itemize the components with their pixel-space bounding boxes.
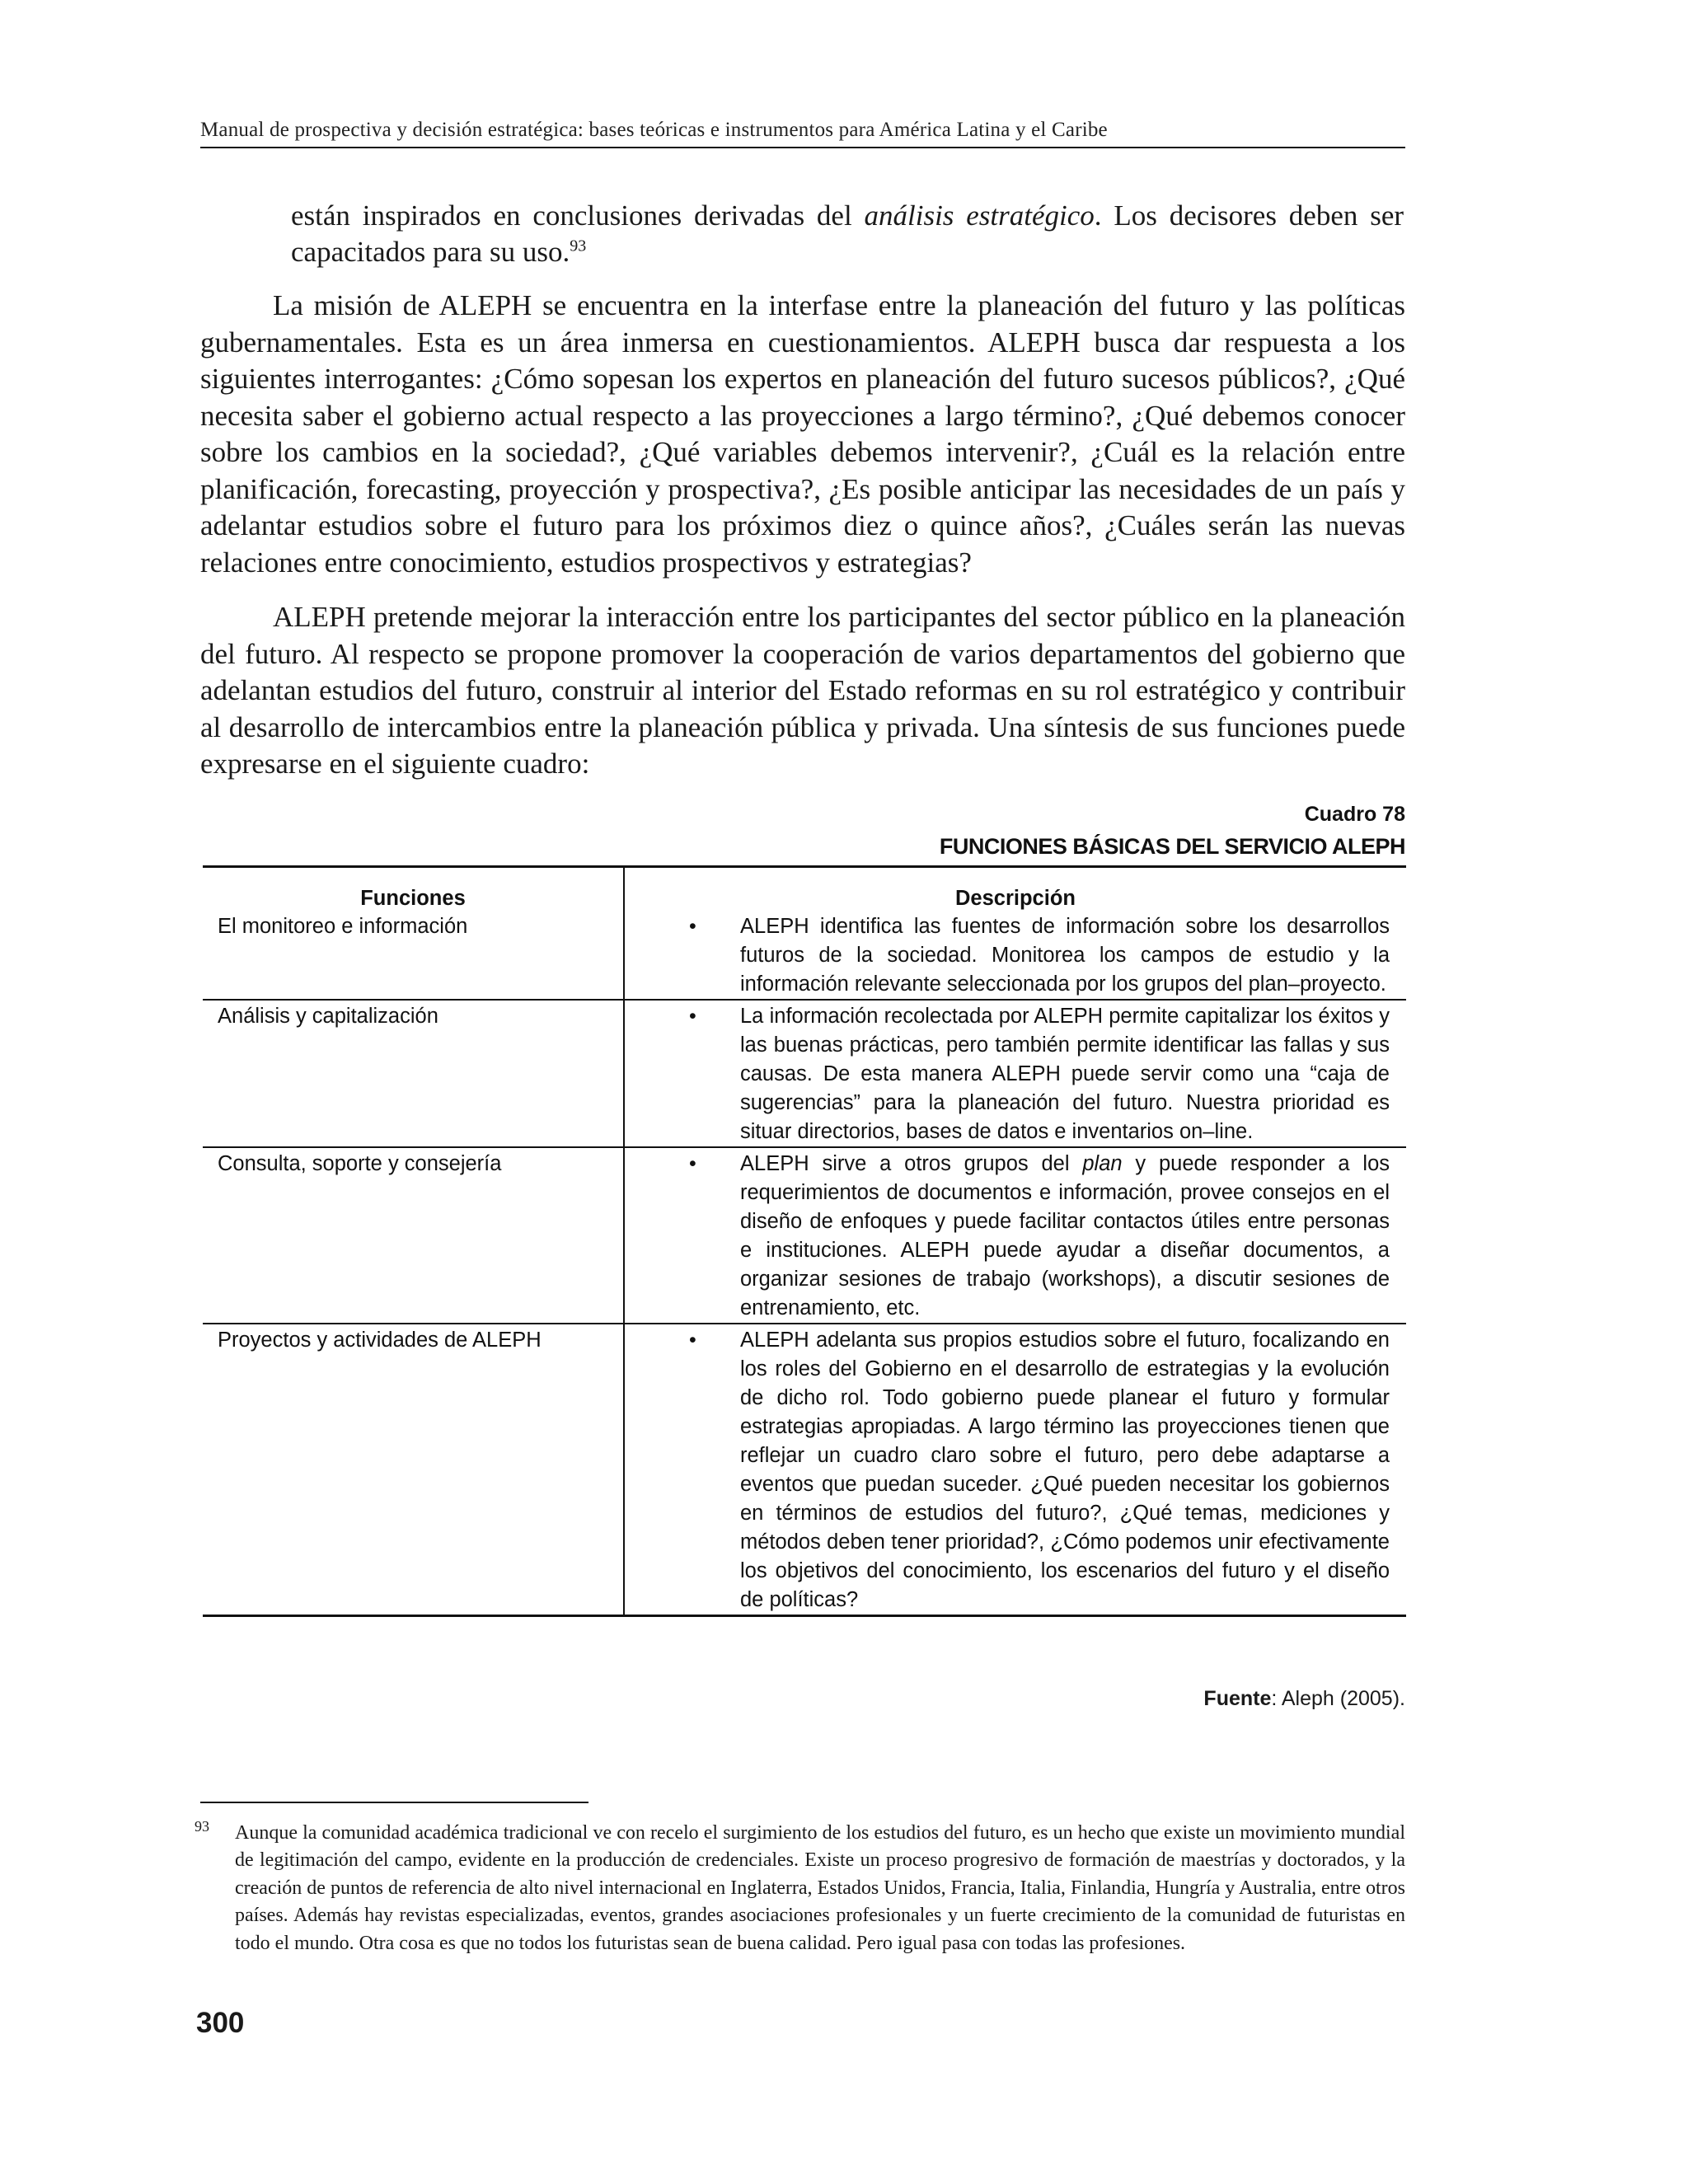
row-description <box>624 1324 1406 1616</box>
row-description-emphasis: plan <box>1082 1152 1123 1175</box>
row-function: Análisis y capitalización <box>203 1000 624 1147</box>
bullet-icon: • <box>689 1005 696 1028</box>
bullet-icon: • <box>689 915 696 938</box>
running-header: Manual de prospectiva y decisión estratégica: bases teóricas e instrumentos para América Latina y el Caribe <box>200 119 1108 141</box>
table-title: FUNCIONES BÁSICAS DEL SERVICIO ALEPH <box>939 834 1405 859</box>
table-row <box>203 1324 1406 1616</box>
source-label: Fuente <box>1203 1687 1272 1710</box>
intro-text-before: están inspirados en conclusiones derivadas del <box>291 199 865 232</box>
row-description-text: ALEPH identifica las fuentes de información sobre los desarrollos futuros de la sociedad. Monitorea los campos de estudio y la información relevante seleccionada por los grupos del plan–proyecto. <box>740 915 1390 996</box>
row-description-text: ALEPH adelanta sus propios estudios sobre el futuro, focalizando en los roles del Gobierno en el desarrollo de estrategias y la evolución de dicho rol. Todo gobierno puede planear el futuro y formular estrategias apropiadas. A largo término las proyecciones tienen que reflejar un cuadro claro sobre el futuro, pero debe adaptarse a eventos que puedan suceder. ¿Qué pueden necesitar los gobiernos en términos de estudios del futuro?, ¿Qué temas, mediciones y métodos deben tener prioridad?, ¿Cómo podemos unir efectivamente los objetivos del conocimiento, los escenarios del futuro y el diseño de políticas? <box>740 1329 1390 1611</box>
bullet-icon: • <box>689 1329 696 1352</box>
paragraph-interaction: ALEPH pretende mejorar la interacción entre los participantes del sector público en la planeación del futuro. Al respecto se propone promover la cooperación de varios departamentos del gobierno que adelantan estudios del futuro, construir al interior del Estado reformas en su rol estratégico y contribuir al desarrollo de intercambios entre la planeación pública y privada. Una síntesis de sus funciones puede expresarse en el siguiente cuadro: <box>200 601 1405 780</box>
row-function: Proyectos y actividades de ALEPH <box>203 1324 624 1616</box>
table-header-row <box>203 867 1406 912</box>
intro-continuation <box>291 198 1404 270</box>
table-row <box>203 911 1406 1000</box>
functions-table <box>203 865 1406 1617</box>
bullet-icon: • <box>689 1152 696 1175</box>
table-number: Cuadro 78 <box>1304 803 1405 826</box>
row-description <box>624 1147 1406 1324</box>
page-number: 300 <box>196 2007 245 2039</box>
paragraph-mission: La misión de ALEPH se encuentra en la interfase entre la planeación del futuro y las políticas gubernamentales. Esta es un área inmersa en cuestionamientos. ALEPH busca dar respuesta a los siguientes interrogantes: ¿Cómo sopesan los expertos en planeación del futuro sucesos públicos?, ¿Qué necesita saber el gobierno actual respecto a las proyecciones a largo término?, ¿Qué debemos conocer sobre los cambios en la sociedad?, ¿Qué variables debemos intervenir?, ¿Cuál es la relación entre planificación, forecasting, proyección y prospectiva?, ¿Es posible anticipar las necesidades de un país y adelantar estudios sobre el futuro para los próximos diez o quince años?, ¿Cuáles serán las nuevas relaciones entre conocimiento, estudios prospectivos y estrategias? <box>200 289 1405 579</box>
row-description-before: ALEPH sirve a otros grupos del <box>740 1152 1083 1175</box>
intro-emphasis: análisis estratégico <box>864 199 1095 232</box>
footnote-number: 93 <box>195 1818 209 1835</box>
header-rule <box>200 147 1405 148</box>
row-description <box>624 1000 1406 1147</box>
table-row <box>203 1147 1406 1324</box>
intro-text-after: . Los decisores deben ser capacitados para su uso. <box>291 199 1404 268</box>
footnote-rule <box>200 1802 588 1803</box>
table-row <box>203 1000 1406 1147</box>
row-description-text: La información recolectada por ALEPH permite capitalizar los éxitos y las buenas prácticas, pero también permite identificar las fallas y sus causas. De esta manera ALEPH puede servir como una “caja de sugerencias” para la planeación del futuro. Nuestra prioridad es situar directorios, bases de datos e inventarios on–line. <box>740 1005 1390 1143</box>
header-descripcion: Descripción <box>624 867 1406 912</box>
row-description <box>624 911 1406 1000</box>
row-description-after: y puede responder a los requerimientos de documentos e información, provee consejos en el diseño de enfoques y puede facilitar contactos útiles entre personas e instituciones. ALEPH puede ayudar a diseñar documentos, a organizar sesiones de trabajo (workshops), a discutir sesiones de entrenamiento, etc. <box>740 1152 1390 1319</box>
source-text: : Aleph (2005). <box>1271 1687 1405 1710</box>
header-funciones: Funciones <box>203 867 624 912</box>
footnote-reference[interactable]: 93 <box>570 237 587 255</box>
row-function: El monitoreo e información <box>203 911 624 1000</box>
footnote-text: Aunque la comunidad académica tradicional ve con recelo el surgimiento de los estudios del futuro, es un hecho que existe un movimiento mundial de legitimación del campo, evidente en la producción de credenciales. Existe un proceso progresivo de formación de maestrías y doctorados, y la creación de puntos de referencia de alto nivel internacional en Inglaterra, Estados Unidos, Francia, Italia, Finlandia, Hungría y Australia, entre otros países. Además hay revistas especializadas, eventos, grandes asociaciones profesionales y un fuerte crecimiento de la comunidad de futuristas en todo el mundo. Otra cosa es que no todos los futuristas sean de buena calidad. Pero igual pasa con todas las profesiones. <box>235 1822 1405 1954</box>
table-source <box>1203 1687 1405 1711</box>
row-function: Consulta, soporte y consejería <box>203 1147 624 1324</box>
